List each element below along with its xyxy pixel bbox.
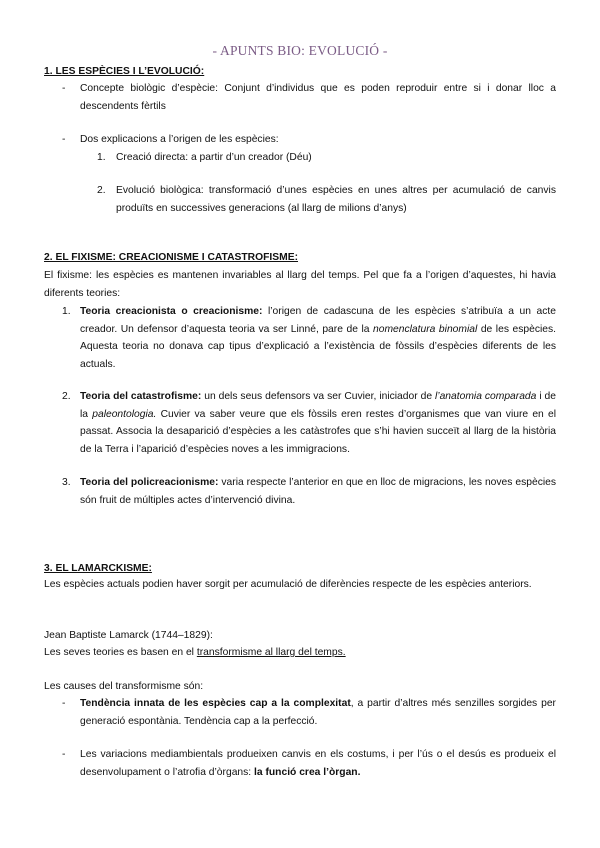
complexity-tendency-term: Tendència innata de les espècies cap a la complexitat — [80, 698, 351, 709]
paleontology-term: paleontologia. — [92, 408, 157, 420]
creationism-term: Teoria creacionista o creacionisme: — [80, 306, 263, 317]
bullet-dash: - — [62, 698, 66, 709]
creationism-text-b: de les espècies. Aquesta teoria no donava cap tipus d’explicació a l’existència de fòssils d’espècies diferents de les actuals. — [80, 323, 557, 370]
environmental-variations-paragraph — [80, 746, 556, 781]
creationism-text-a: l’origen de cadascuna de les espècies s’atribuïa a un acte creador. Un defensor d’aquesta teoria va ser Linné, pare de la — [80, 306, 557, 335]
origin-explanations-text: Dos explicacions a l’origen de les espècies: — [80, 134, 279, 145]
creationism-paragraph — [80, 303, 556, 373]
document-title: - APUNTS BIO: EVOLUCIÓ - — [212, 43, 388, 58]
list-number: 1. — [97, 152, 106, 163]
catastrophism-term: Teoria del catastrofisme: — [80, 391, 202, 402]
catastrophism-text-a: un dels seus defensors va ser Cuvier, iniciador de — [201, 391, 435, 402]
polycreationism-paragraph — [80, 474, 556, 509]
biological-evolution-text: Evolució biològica: transformació d’unes espècies en unes altres per acumulació de canvis produïts en successives generacions (al llarg de milions d’anys) — [116, 185, 556, 214]
comparative-anatomy-term: l’anatomia comparada — [435, 391, 537, 402]
bullet-dash: - — [62, 83, 66, 94]
list-number: 2. — [97, 185, 106, 196]
species-concept-text: Concepte biològic d’espècie: Conjunt d’individus que es poden reproduir entre si i donar lloc a descendents fèrtils — [80, 83, 556, 112]
section-2-heading: 2. EL FIXISME: CREACIONISME I CATASTROFISME: — [44, 252, 299, 263]
bullet-dash: - — [62, 134, 66, 145]
lamarck-theory-line — [44, 644, 556, 662]
environmental-variations-text: Les variacions mediambientals produeixen canvis en els costums, i per l’ús o el desús es produeix el desenvolupament o l’atrofia d’òrgans: — [80, 749, 556, 778]
lamarckism-intro-text: Les espècies actuals podien haver sorgit per acumulació de diferències respecte de les espècies anteriors. — [44, 579, 532, 590]
list-number: 3. — [62, 477, 71, 488]
list-number: 2. — [62, 391, 71, 402]
function-creates-organ-term: la funció crea l’òrgan. — [254, 766, 361, 778]
complexity-tendency-paragraph — [80, 695, 556, 730]
list-number: 1. — [62, 306, 71, 317]
direct-creation-text: Creació directa: a partir d’un creador (Déu) — [116, 152, 312, 163]
catastrophism-paragraph — [80, 388, 556, 458]
fixism-intro-text: El fixisme: les espècies es mantenen invariables al llarg del temps. Pel que fa a l’origen d’aquestes, hi havia diferents teories: — [44, 270, 556, 299]
lamarck-theory-text: Les seves teories es basen en el — [44, 647, 197, 658]
catastrophism-text-b: i de la — [80, 391, 557, 420]
polycreationism-text: varia respecte l’anterior en que en lloc de migracions, les noves espècies són fruit de múltiples actes d’intervenció divina. — [80, 477, 557, 506]
section-1-heading: 1. LES ESPÈCIES I L’EVOLUCIÓ: — [44, 66, 205, 77]
transformism-term: transformisme al llarg del temps. — [196, 647, 346, 658]
binomial-nomenclature-term: nomenclatura binomial — [373, 323, 478, 335]
transformism-causes-text: Les causes del transformisme són: — [44, 681, 204, 692]
section-3-heading: 3. EL LAMARCKISME: — [44, 563, 152, 574]
catastrophism-text-c: Cuvier va saber veure que els fòssils eren restes d’organismes que van viure en el passat. Associa la desaparició d’espècies a les catàstrofes que s’hi havien succeït al llarg de la història de la Terra i l’aparició d’espècies noves a les immigracions. — [80, 408, 556, 455]
complexity-tendency-text: , a partir d’altres més senzilles sorgides per generació espontània. Tendència cap a la perfecció. — [80, 698, 556, 727]
lamarck-author-text: Jean Baptiste Lamarck (1744–1829): — [44, 630, 213, 641]
polycreationism-term: Teoria del policreacionisme: — [80, 477, 219, 488]
bullet-dash: - — [62, 749, 66, 760]
